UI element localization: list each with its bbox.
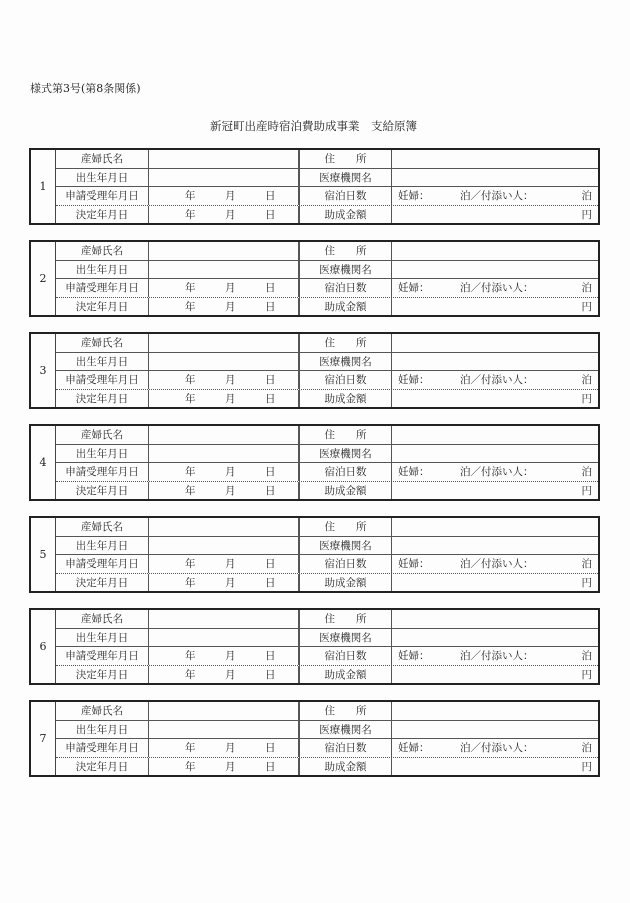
slash-separator: ／ xyxy=(470,650,481,663)
address-field[interactable] xyxy=(392,610,598,628)
slash-separator: ／ xyxy=(470,282,481,295)
slash-separator: ／ xyxy=(470,558,481,571)
name-label: 産婦氏名 xyxy=(56,426,149,444)
birth-field[interactable] xyxy=(149,721,300,739)
entry-number: 3 xyxy=(31,334,56,407)
amount-label: 助成金額 xyxy=(300,390,392,408)
year-unit: 年 xyxy=(185,190,196,203)
mother-night-unit: 泊 xyxy=(460,742,471,755)
application-date-field[interactable] xyxy=(149,555,300,573)
hospital-field[interactable] xyxy=(392,629,598,647)
year-unit: 年 xyxy=(185,282,196,295)
day-unit: 日 xyxy=(265,484,276,497)
month-unit: 月 xyxy=(225,282,236,295)
year-unit: 年 xyxy=(185,742,196,755)
address-field[interactable] xyxy=(392,242,598,260)
entry-number: 2 xyxy=(31,242,56,315)
entry-number: 5 xyxy=(31,518,56,591)
mother-night-unit: 泊 xyxy=(460,650,471,663)
companion-label: 付添い人： xyxy=(481,742,534,755)
companion-night-unit: 泊 xyxy=(581,282,592,295)
address-field[interactable] xyxy=(392,426,598,444)
nights-label: 宿泊日数 xyxy=(300,279,392,297)
day-unit: 日 xyxy=(265,300,276,313)
name-field[interactable] xyxy=(149,334,300,352)
companion-night-unit: 泊 xyxy=(581,190,592,203)
decision-date-label: 決定年月日 xyxy=(56,574,149,592)
decision-date-field[interactable] xyxy=(149,758,300,776)
slash-separator: ／ xyxy=(470,374,481,387)
ledger-entry xyxy=(29,148,600,225)
yen-unit: 円 xyxy=(581,668,592,681)
decision-date-field[interactable] xyxy=(149,666,300,684)
year-unit: 年 xyxy=(185,466,196,479)
decision-date-field[interactable] xyxy=(149,298,300,316)
year-unit: 年 xyxy=(185,668,196,681)
address-label: 住 所 xyxy=(300,426,392,444)
companion-label: 付添い人： xyxy=(481,650,534,663)
nights-field[interactable] xyxy=(392,463,598,481)
address-field[interactable] xyxy=(392,518,598,536)
application-date-label: 申請受理年月日 xyxy=(56,371,149,389)
nights-label: 宿泊日数 xyxy=(300,463,392,481)
hospital-label: 医療機関名 xyxy=(300,169,392,187)
birth-field[interactable] xyxy=(149,353,300,371)
amount-label: 助成金額 xyxy=(300,758,392,776)
amount-field[interactable] xyxy=(392,206,598,224)
month-unit: 月 xyxy=(225,650,236,663)
mother-label: 妊婦： xyxy=(398,558,430,571)
hospital-label: 医療機関名 xyxy=(300,353,392,371)
day-unit: 日 xyxy=(265,760,276,773)
hospital-field[interactable] xyxy=(392,537,598,555)
month-unit: 月 xyxy=(225,484,236,497)
year-unit: 年 xyxy=(185,760,196,773)
yen-unit: 円 xyxy=(581,300,592,313)
companion-night-unit: 泊 xyxy=(581,650,592,663)
birth-label: 出生年月日 xyxy=(56,261,149,279)
address-label: 住 所 xyxy=(300,518,392,536)
birth-label: 出生年月日 xyxy=(56,445,149,463)
application-date-label: 申請受理年月日 xyxy=(56,647,149,665)
ledger-entry xyxy=(29,424,600,501)
day-unit: 日 xyxy=(265,668,276,681)
nights-label: 宿泊日数 xyxy=(300,739,392,757)
amount-field[interactable] xyxy=(392,482,598,500)
day-unit: 日 xyxy=(265,558,276,571)
month-unit: 月 xyxy=(225,466,236,479)
name-label: 産婦氏名 xyxy=(56,702,149,720)
day-unit: 日 xyxy=(265,282,276,295)
nights-field[interactable] xyxy=(392,555,598,573)
hospital-label: 医療機関名 xyxy=(300,445,392,463)
companion-night-unit: 泊 xyxy=(581,742,592,755)
hospital-field[interactable] xyxy=(392,445,598,463)
nights-label: 宿泊日数 xyxy=(300,187,392,205)
year-unit: 年 xyxy=(185,300,196,313)
application-date-field[interactable] xyxy=(149,187,300,205)
mother-night-unit: 泊 xyxy=(460,282,471,295)
hospital-label: 医療機関名 xyxy=(300,537,392,555)
ledger-entries xyxy=(29,148,600,792)
name-field[interactable] xyxy=(149,426,300,444)
hospital-label: 医療機関名 xyxy=(300,629,392,647)
companion-night-unit: 泊 xyxy=(581,374,592,387)
mother-label: 妊婦： xyxy=(398,650,430,663)
month-unit: 月 xyxy=(225,558,236,571)
ledger-entry xyxy=(29,332,600,409)
address-field[interactable] xyxy=(392,334,598,352)
mother-night-unit: 泊 xyxy=(460,374,471,387)
yen-unit: 円 xyxy=(581,576,592,589)
name-label: 産婦氏名 xyxy=(56,334,149,352)
mother-night-unit: 泊 xyxy=(460,190,471,203)
day-unit: 日 xyxy=(265,576,276,589)
page-title: 新冠町出産時宿泊費助成事業 支給原簿 xyxy=(210,119,417,133)
application-date-field[interactable] xyxy=(149,739,300,757)
application-date-field[interactable] xyxy=(149,647,300,665)
entry-number: 7 xyxy=(31,702,56,775)
decision-date-label: 決定年月日 xyxy=(56,758,149,776)
entry-number: 6 xyxy=(31,610,56,683)
companion-label: 付添い人： xyxy=(481,190,534,203)
amount-label: 助成金額 xyxy=(300,298,392,316)
decision-date-field[interactable] xyxy=(149,390,300,408)
month-unit: 月 xyxy=(225,760,236,773)
name-field[interactable] xyxy=(149,518,300,536)
ledger-entry xyxy=(29,608,600,685)
day-unit: 日 xyxy=(265,374,276,387)
name-field[interactable] xyxy=(149,702,300,720)
amount-field[interactable] xyxy=(392,390,598,408)
month-unit: 月 xyxy=(225,190,236,203)
month-unit: 月 xyxy=(225,668,236,681)
amount-label: 助成金額 xyxy=(300,666,392,684)
decision-date-label: 決定年月日 xyxy=(56,482,149,500)
year-unit: 年 xyxy=(185,650,196,663)
amount-label: 助成金額 xyxy=(300,482,392,500)
birth-label: 出生年月日 xyxy=(56,721,149,739)
amount-label: 助成金額 xyxy=(300,206,392,224)
birth-field[interactable] xyxy=(149,169,300,187)
nights-field[interactable] xyxy=(392,187,598,205)
nights-label: 宿泊日数 xyxy=(300,371,392,389)
nights-label: 宿泊日数 xyxy=(300,647,392,665)
companion-label: 付添い人： xyxy=(481,374,534,387)
hospital-label: 医療機関名 xyxy=(300,261,392,279)
application-date-label: 申請受理年月日 xyxy=(56,187,149,205)
mother-label: 妊婦： xyxy=(398,466,430,479)
amount-label: 助成金額 xyxy=(300,574,392,592)
name-label: 産婦氏名 xyxy=(56,242,149,260)
month-unit: 月 xyxy=(225,392,236,405)
ledger-entry xyxy=(29,516,600,593)
hospital-label: 医療機関名 xyxy=(300,721,392,739)
decision-date-label: 決定年月日 xyxy=(56,206,149,224)
year-unit: 年 xyxy=(185,558,196,571)
yen-unit: 円 xyxy=(581,208,592,221)
address-label: 住 所 xyxy=(300,150,392,168)
nights-field[interactable] xyxy=(392,371,598,389)
birth-label: 出生年月日 xyxy=(56,629,149,647)
birth-field[interactable] xyxy=(149,261,300,279)
month-unit: 月 xyxy=(225,300,236,313)
amount-field[interactable] xyxy=(392,758,598,776)
companion-night-unit: 泊 xyxy=(581,466,592,479)
nights-field[interactable] xyxy=(392,279,598,297)
application-date-field[interactable] xyxy=(149,279,300,297)
name-label: 産婦氏名 xyxy=(56,150,149,168)
application-date-label: 申請受理年月日 xyxy=(56,739,149,757)
entry-number: 1 xyxy=(31,150,56,223)
year-unit: 年 xyxy=(185,374,196,387)
month-unit: 月 xyxy=(225,576,236,589)
birth-field[interactable] xyxy=(149,629,300,647)
application-date-field[interactable] xyxy=(149,371,300,389)
nights-label: 宿泊日数 xyxy=(300,555,392,573)
day-unit: 日 xyxy=(265,742,276,755)
yen-unit: 円 xyxy=(581,484,592,497)
address-field[interactable] xyxy=(392,150,598,168)
month-unit: 月 xyxy=(225,374,236,387)
entry-number: 4 xyxy=(31,426,56,499)
year-unit: 年 xyxy=(185,208,196,221)
application-date-label: 申請受理年月日 xyxy=(56,279,149,297)
day-unit: 日 xyxy=(265,190,276,203)
companion-label: 付添い人： xyxy=(481,558,534,571)
application-date-field[interactable] xyxy=(149,463,300,481)
decision-date-field[interactable] xyxy=(149,482,300,500)
slash-separator: ／ xyxy=(470,190,481,203)
nights-field[interactable] xyxy=(392,739,598,757)
mother-night-unit: 泊 xyxy=(460,558,471,571)
month-unit: 月 xyxy=(225,742,236,755)
nights-field[interactable] xyxy=(392,647,598,665)
decision-date-field[interactable] xyxy=(149,206,300,224)
ledger-entry xyxy=(29,240,600,317)
name-label: 産婦氏名 xyxy=(56,610,149,628)
companion-label: 付添い人： xyxy=(481,466,534,479)
hospital-field[interactable] xyxy=(392,261,598,279)
birth-label: 出生年月日 xyxy=(56,537,149,555)
name-label: 産婦氏名 xyxy=(56,518,149,536)
day-unit: 日 xyxy=(265,650,276,663)
hospital-field[interactable] xyxy=(392,721,598,739)
year-unit: 年 xyxy=(185,576,196,589)
day-unit: 日 xyxy=(265,208,276,221)
mother-night-unit: 泊 xyxy=(460,466,471,479)
decision-date-field[interactable] xyxy=(149,574,300,592)
companion-label: 付添い人： xyxy=(481,282,534,295)
month-unit: 月 xyxy=(225,208,236,221)
hospital-field[interactable] xyxy=(392,169,598,187)
address-label: 住 所 xyxy=(300,610,392,628)
yen-unit: 円 xyxy=(581,392,592,405)
address-label: 住 所 xyxy=(300,702,392,720)
name-field[interactable] xyxy=(149,610,300,628)
ledger-entry xyxy=(29,700,600,777)
birth-field[interactable] xyxy=(149,445,300,463)
companion-night-unit: 泊 xyxy=(581,558,592,571)
name-field[interactable] xyxy=(149,150,300,168)
slash-separator: ／ xyxy=(470,466,481,479)
decision-date-label: 決定年月日 xyxy=(56,666,149,684)
mother-label: 妊婦： xyxy=(398,374,430,387)
mother-label: 妊婦： xyxy=(398,190,430,203)
application-date-label: 申請受理年月日 xyxy=(56,555,149,573)
birth-label: 出生年月日 xyxy=(56,169,149,187)
address-label: 住 所 xyxy=(300,334,392,352)
hospital-field[interactable] xyxy=(392,353,598,371)
day-unit: 日 xyxy=(265,392,276,405)
year-unit: 年 xyxy=(185,484,196,497)
birth-label: 出生年月日 xyxy=(56,353,149,371)
name-field[interactable] xyxy=(149,242,300,260)
amount-field[interactable] xyxy=(392,666,598,684)
amount-field[interactable] xyxy=(392,298,598,316)
amount-field[interactable] xyxy=(392,574,598,592)
address-field[interactable] xyxy=(392,702,598,720)
form-number: 様式第3号(第8条関係) xyxy=(30,82,141,95)
slash-separator: ／ xyxy=(470,742,481,755)
decision-date-label: 決定年月日 xyxy=(56,298,149,316)
day-unit: 日 xyxy=(265,466,276,479)
application-date-label: 申請受理年月日 xyxy=(56,463,149,481)
address-label: 住 所 xyxy=(300,242,392,260)
year-unit: 年 xyxy=(185,392,196,405)
yen-unit: 円 xyxy=(581,760,592,773)
birth-field[interactable] xyxy=(149,537,300,555)
mother-label: 妊婦： xyxy=(398,742,430,755)
mother-label: 妊婦： xyxy=(398,282,430,295)
decision-date-label: 決定年月日 xyxy=(56,390,149,408)
